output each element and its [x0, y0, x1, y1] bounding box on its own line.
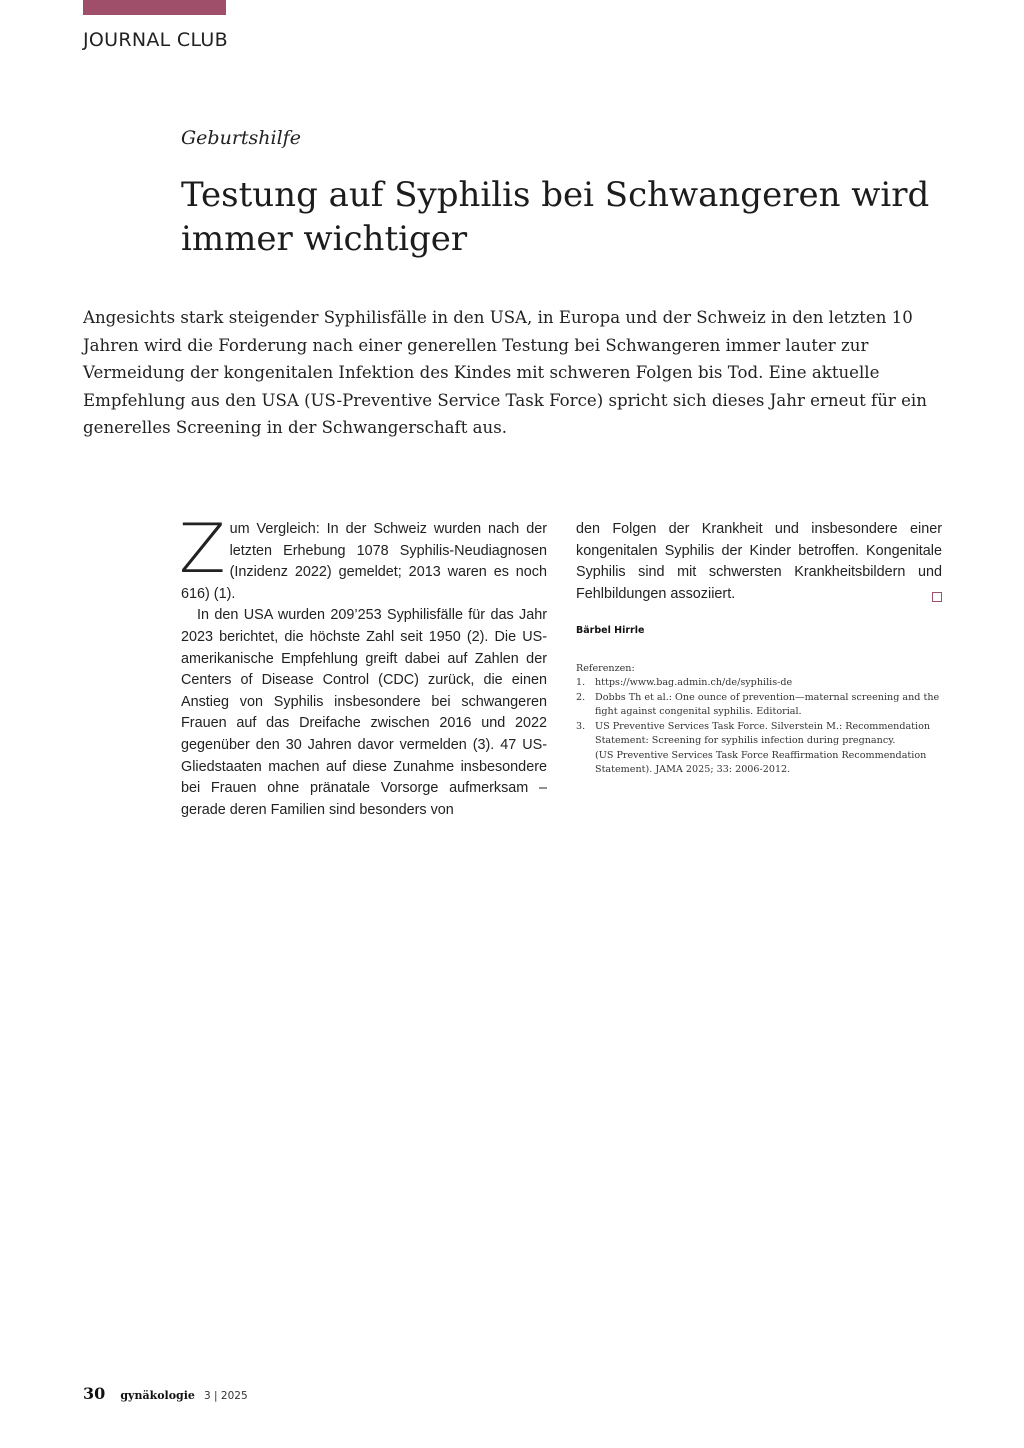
paragraph-1-text: um Vergleich: In der Schweiz wurden nach der letzten Erhebung 1078 Syphilis-Neudiagnosen (Inzidenz 2022) gemeldet; 2013 waren es noch 616) (1). — [181, 521, 547, 602]
article-title: Testung auf Syphilis bei Schwangeren wird immer wichtiger — [181, 175, 930, 259]
references-heading: Referenzen: — [576, 662, 635, 674]
paragraph-2: In den USA wurden 209’253 Syphilisfälle für das Jahr 2023 berichtet, die höchste Zahl seit 1950 (2). Die US-amerikanische Empfehlung greift dabei auf Zahlen der Centers of Disease Control (CDC) zurück, die einen Anstieg von Syphilis insbesondere bei schwangeren Frauen auf das Dreifache zwischen 2016 und 2022 gegenüber den 30 Jahren davor vermelden (3). 47 US-Gliedstaaten machen auf diese Zunahme insbesondere bei Frauen ohne pränatale Vorsorge aufmerksam – gerade deren Familien sind besonders von — [181, 607, 547, 818]
journal-name: gynäkologie — [120, 1389, 195, 1402]
journal-issue: 3 | 2025 — [204, 1390, 248, 1402]
section-label: JOURNAL CLUB — [83, 29, 228, 51]
reference-item — [576, 720, 942, 778]
author-name: Bärbel Hirrle — [576, 625, 645, 637]
reference-item — [576, 676, 942, 691]
article-lead: Angesichts stark steigender Syphilisfälle in den USA, in Europa und der Schweiz in den letzten 10 Jahren wird die Forderung nach einer generellen Testung bei Schwangeren immer lauter zur Vermeidung der kongenitalen Infektion des Kindes mit schweren Folgen bis Tod. Eine aktuelle Empfehlung aus den USA (US-Preventive Service Task Force) spricht sich dieses Jahr erneut für ein generelles Screening in der Schwangerschaft aus. — [83, 308, 927, 438]
reference-text: https://www.bag.admin.ch/de/syphilis-de — [595, 677, 793, 689]
paragraph-3: den Folgen der Krankheit und insbesondere einer kongenitalen Syphilis der Kinder betroffen. Kongenitale Syphilis sind mit schwersten Krankheitsbildern und Fehlbildungen assoziiert. — [576, 521, 942, 602]
body-column-right — [576, 519, 942, 778]
reference-number: 1. — [576, 677, 586, 689]
reference-text: US Preventive Services Task Force. Silverstein M.: Recommendation Statement: Screening for syphilis infection during pregnancy. — [595, 720, 931, 747]
reference-list — [576, 676, 942, 778]
reference-number: 2. — [576, 691, 586, 703]
article-kicker: Geburtshilfe — [181, 127, 301, 149]
end-of-article-icon — [932, 592, 942, 602]
body-column-left — [179, 510, 547, 821]
page-number: 30 — [83, 1384, 106, 1403]
paragraph-1 — [179, 510, 547, 605]
references — [576, 662, 942, 778]
page-footer — [83, 1384, 248, 1403]
accent-bar — [83, 0, 226, 15]
reference-text: Dobbs Th et al.: One ounce of prevention—maternal screening and the fight against congenital syphilis. Editorial. — [595, 691, 940, 718]
reference-item — [576, 691, 942, 720]
reference-number: 3. — [576, 720, 586, 732]
dropcap: Z — [179, 510, 226, 589]
reference-text-continued: (US Preventive Services Task Force Reaffirmation Recommendation Statement). JAMA 2025; 33: 2006-2012. — [595, 749, 927, 776]
